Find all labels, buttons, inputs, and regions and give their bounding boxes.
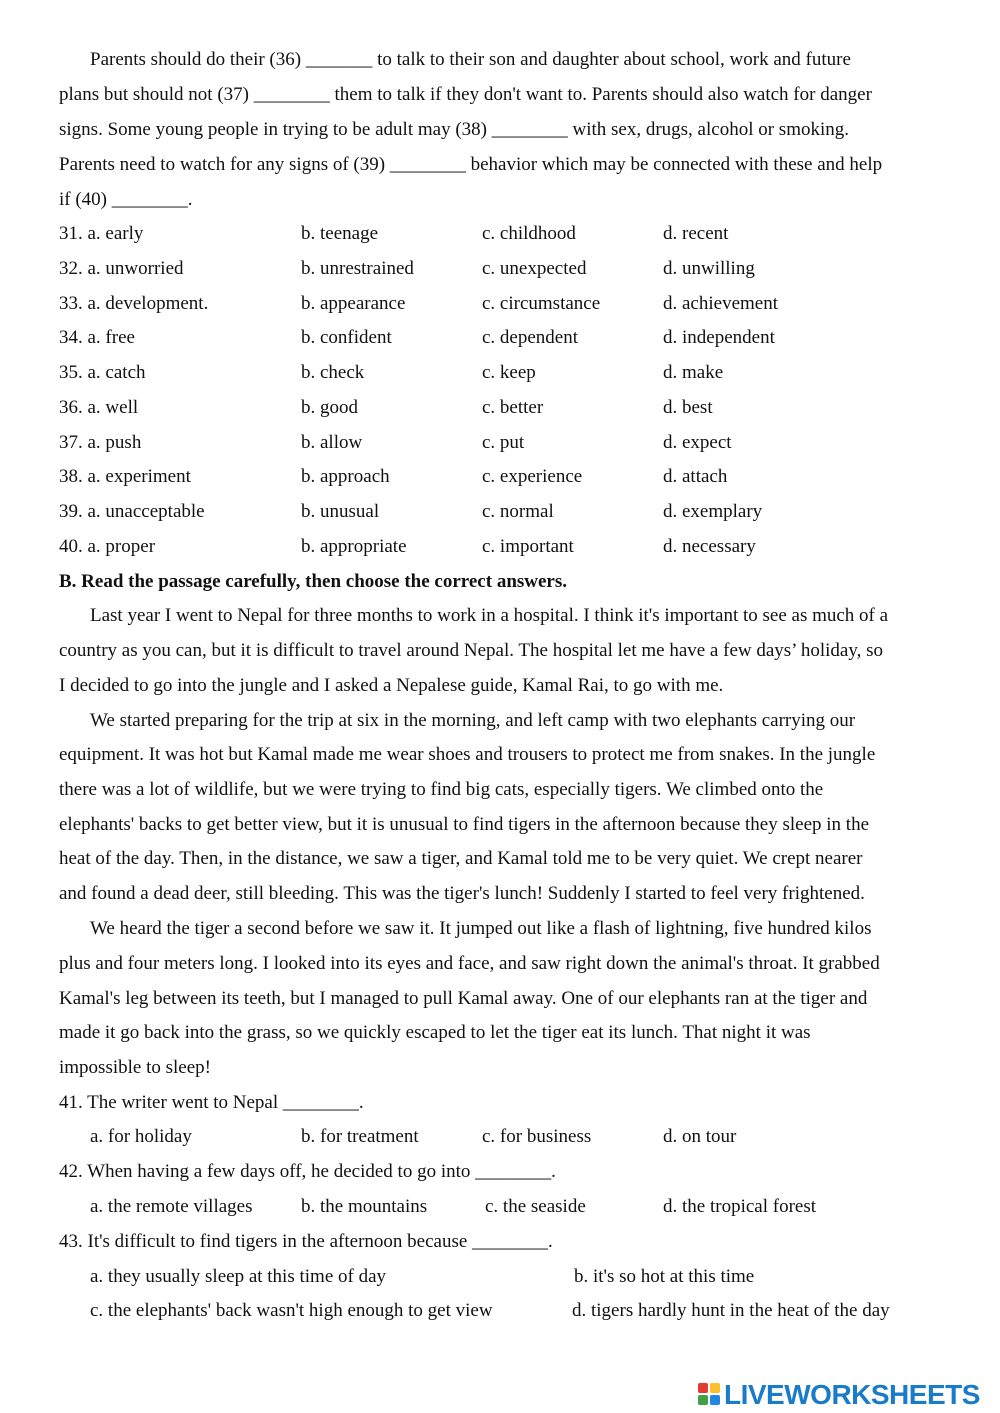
- option-b[interactable]: b. the mountains: [301, 1196, 428, 1217]
- passage-line: I decided to go into the jungle and I asked a Nepalese guide, Kamal Rai, to go with me.: [59, 675, 724, 696]
- option-d[interactable]: d. the tropical forest: [663, 1196, 817, 1217]
- passage-line: We started preparing for the trip at six in the morning, and left camp with two elephants carrying our: [90, 710, 856, 731]
- option-b[interactable]: b. teenage: [301, 223, 379, 244]
- intro-line: Parents need to watch for any signs of (39) ________ behavior which may be connected with these and help: [59, 154, 883, 175]
- option-c[interactable]: c. keep: [482, 362, 536, 383]
- intro-line: plans but should not (37) ________ them to talk if they don't want to. Parents should also watch for danger: [59, 84, 872, 105]
- option-a[interactable]: 33. a. development.: [59, 293, 209, 314]
- option-c[interactable]: c. better: [482, 397, 544, 418]
- option-a[interactable]: 39. a. unacceptable: [59, 501, 205, 522]
- option-c[interactable]: c. circumstance: [482, 293, 601, 314]
- option-c[interactable]: c. dependent: [482, 327, 579, 348]
- option-d[interactable]: d. tigers hardly hunt in the heat of the day: [572, 1300, 890, 1321]
- option-a[interactable]: 37. a. push: [59, 432, 142, 453]
- passage-line: impossible to sleep!: [59, 1057, 211, 1078]
- passage-line: equipment. It was hot but Kamal made me wear shoes and trousers to protect me from snakes. In the jungle: [59, 744, 876, 765]
- passage-line: heat of the day. Then, in the distance, we saw a tiger, and Kamal told me to be very quiet. We crept nearer: [59, 848, 863, 869]
- passage-line: elephants' backs to get better view, but it is unusual to find tigers in the afternoon because they sleep in the: [59, 814, 869, 835]
- passage-line: We heard the tiger a second before we saw it. It jumped out like a flash of lightning, five hundred kilos: [90, 918, 872, 939]
- option-b[interactable]: b. check: [301, 362, 365, 383]
- liveworksheets-wordmark: LIVEWORKSHEETS: [724, 1379, 980, 1410]
- option-b[interactable]: b. for treatment: [301, 1126, 419, 1147]
- option-d[interactable]: d. unwilling: [663, 258, 755, 279]
- option-d[interactable]: d. make: [663, 362, 724, 383]
- option-c[interactable]: c. important: [482, 536, 574, 557]
- passage-line: country as you can, but it is difficult to travel around Nepal. The hospital let me have a few days’ holiday, so: [59, 640, 883, 661]
- option-b[interactable]: b. approach: [301, 466, 390, 487]
- option-a[interactable]: 38. a. experiment: [59, 466, 191, 487]
- intro-line: signs. Some young people in trying to be adult may (38) ________ with sex, drugs, alcohol or smoking.: [59, 119, 850, 140]
- option-b[interactable]: b. confident: [301, 327, 392, 348]
- option-a[interactable]: 31. a. early: [59, 223, 144, 244]
- option-d[interactable]: d. exemplary: [663, 501, 763, 522]
- liveworksheets-mark-icon: [698, 1383, 722, 1407]
- option-a[interactable]: a. the remote villages: [90, 1196, 253, 1217]
- option-b[interactable]: b. appropriate: [301, 536, 407, 557]
- option-b[interactable]: b. allow: [301, 432, 363, 453]
- option-c[interactable]: c. the seaside: [485, 1196, 586, 1217]
- passage-line: plus and four meters long. I looked into its eyes and face, and saw right down the animal's throat. It grabbed: [59, 953, 880, 974]
- option-d[interactable]: d. best: [663, 397, 713, 418]
- option-a[interactable]: a. they usually sleep at this time of day: [90, 1266, 387, 1287]
- question-stem: 43. It's difficult to find tigers in the afternoon because ________.: [59, 1231, 553, 1252]
- option-c[interactable]: c. the elephants' back wasn't high enough to get view: [90, 1300, 493, 1321]
- option-a[interactable]: 35. a. catch: [59, 362, 146, 383]
- option-a[interactable]: 40. a. proper: [59, 536, 156, 557]
- option-a[interactable]: 36. a. well: [59, 397, 139, 418]
- intro-line: if (40) ________.: [59, 189, 193, 210]
- option-d[interactable]: d. independent: [663, 327, 775, 348]
- passage-line: Last year I went to Nepal for three months to work in a hospital. I think it's important to see as much of a: [90, 605, 889, 626]
- option-c[interactable]: c. normal: [482, 501, 554, 522]
- option-c[interactable]: c. unexpected: [482, 258, 587, 279]
- option-b[interactable]: b. it's so hot at this time: [574, 1266, 755, 1287]
- option-d[interactable]: d. on tour: [663, 1126, 737, 1147]
- option-c[interactable]: c. experience: [482, 466, 583, 487]
- option-b[interactable]: b. appearance: [301, 293, 406, 314]
- option-d[interactable]: d. expect: [663, 432, 732, 453]
- passage-line: made it go back into the grass, so we quickly escaped to let the tiger eat its lunch. That night it was: [59, 1022, 811, 1043]
- option-d[interactable]: d. attach: [663, 466, 728, 487]
- question-stem: 42. When having a few days off, he decided to go into ________.: [59, 1161, 556, 1182]
- option-a[interactable]: 32. a. unworried: [59, 258, 184, 279]
- passage-line: Kamal's leg between its teeth, but I managed to pull Kamal away. One of our elephants ran at the tiger and: [59, 988, 868, 1009]
- option-a[interactable]: a. for holiday: [90, 1126, 192, 1147]
- liveworksheets-logo: [698, 1380, 980, 1410]
- option-d[interactable]: d. achievement: [663, 293, 779, 314]
- question-stem: 41. The writer went to Nepal ________.: [59, 1092, 364, 1113]
- option-c[interactable]: c. for business: [482, 1126, 592, 1147]
- option-b[interactable]: b. unusual: [301, 501, 380, 522]
- option-d[interactable]: d. recent: [663, 223, 729, 244]
- option-d[interactable]: d. necessary: [663, 536, 756, 557]
- passage-line: and found a dead deer, still bleeding. This was the tiger's lunch! Suddenly I started to feel very frightened.: [59, 883, 865, 904]
- option-c[interactable]: c. put: [482, 432, 525, 453]
- passage-line: there was a lot of wildlife, but we were trying to find big cats, especially tigers. We climbed onto the: [59, 779, 824, 800]
- section-b-heading: B. Read the passage carefully, then choose the correct answers.: [59, 571, 568, 592]
- option-a[interactable]: 34. a. free: [59, 327, 135, 348]
- intro-line: Parents should do their (36) _______ to talk to their son and daughter about school, work and future: [90, 49, 851, 70]
- option-b[interactable]: b. unrestrained: [301, 258, 414, 279]
- option-c[interactable]: c. childhood: [482, 223, 576, 244]
- option-b[interactable]: b. good: [301, 397, 358, 418]
